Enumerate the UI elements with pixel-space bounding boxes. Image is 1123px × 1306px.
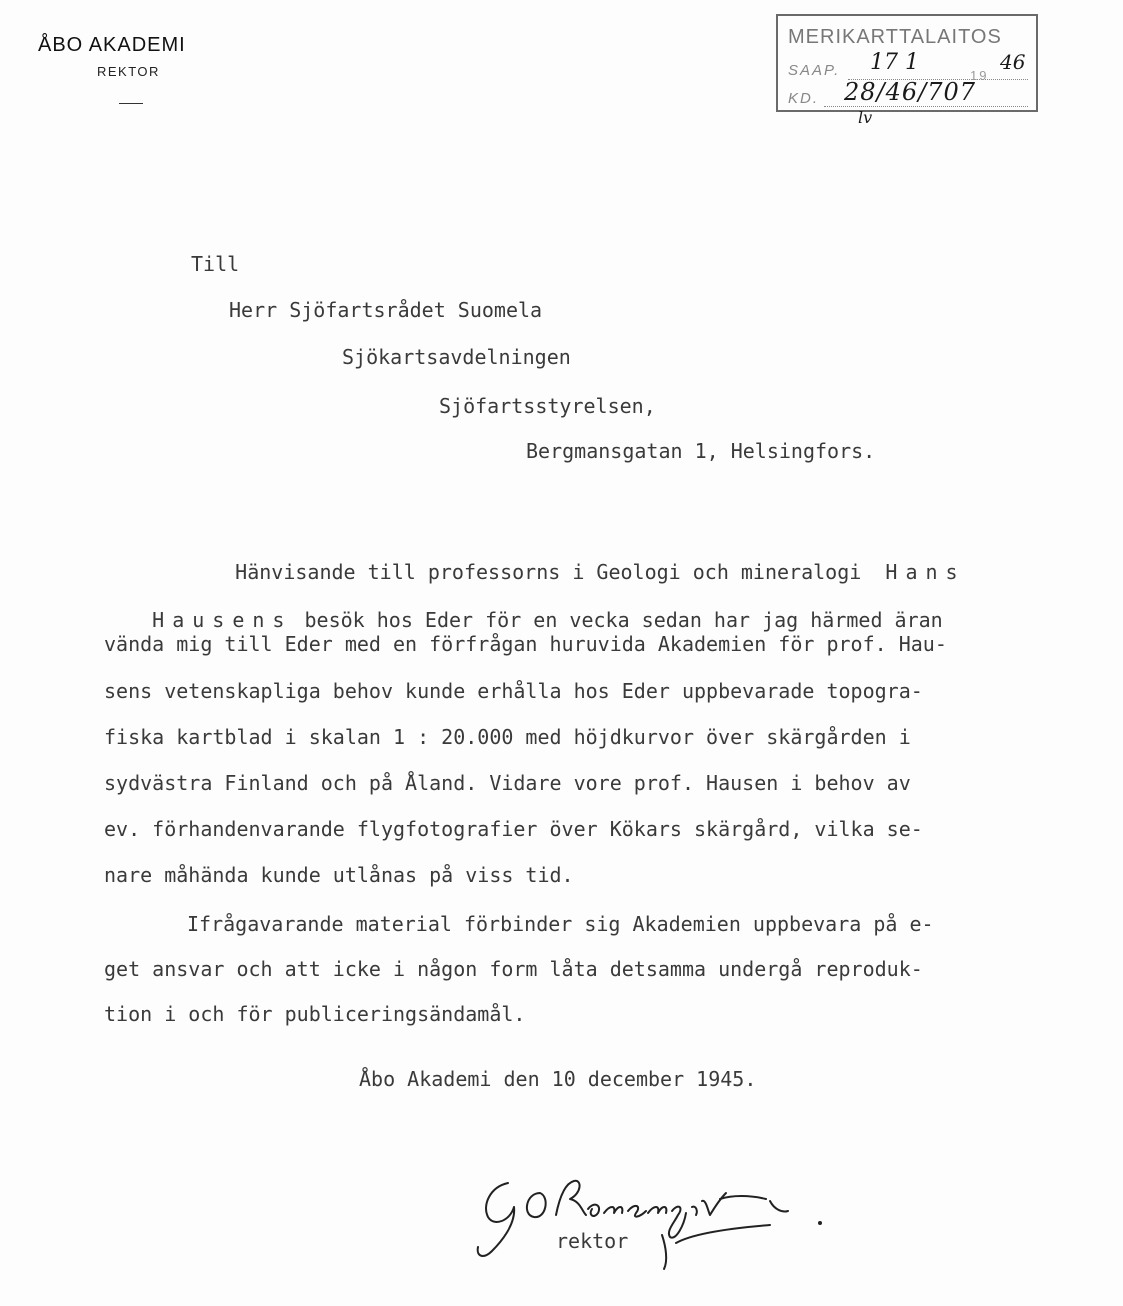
stamp-received-year: 46 <box>1000 50 1026 74</box>
body-text: Hänvisande till professorns i Geologi och mineralogi <box>235 560 862 584</box>
spaced-name: Hausens <box>152 608 293 632</box>
recipient-to: Till <box>191 252 240 276</box>
body-text: besök hos Eder för en vecka sedan har jag härmed äran <box>304 608 943 632</box>
spaced-name: Hans <box>885 560 966 584</box>
letterhead-divider <box>119 103 143 104</box>
body-line: vända mig till Eder med en förfrågan huruvida Akademien för prof. Hau- <box>104 632 947 656</box>
handwritten-signature <box>470 1165 830 1275</box>
stamp-received-label: SAAP. <box>788 62 841 79</box>
recipient-organization: Sjöfartsstyrelsen, <box>439 394 656 418</box>
signatory-title: rektor <box>556 1229 629 1253</box>
closing-place-date: Åbo Akademi den 10 december 1945. <box>359 1067 757 1091</box>
received-stamp <box>776 14 1038 112</box>
stamp-ref-label: KD. <box>788 90 820 107</box>
body-line: Ifrågavarande material förbinder sig Akademien uppbevara på e- <box>187 912 934 936</box>
body-line: get ansvar och att icke i någon form låta detsamma undergå reproduk- <box>104 957 923 981</box>
stamp-received-date: 17 1 <box>870 50 919 75</box>
stamp-initials: lv <box>858 108 873 127</box>
letterhead-institution: ÅBO AKADEMI <box>38 34 186 56</box>
body-line: sydvästra Finland och på Åland. Vidare vore prof. Hausen i behov av <box>104 771 911 795</box>
stamp-year-prefix: 19 <box>970 68 989 83</box>
recipient-department: Sjökartsavdelningen <box>342 345 571 369</box>
body-line: ev. förhandenvarande flygfotografier över Kökars skärgård, vilka se- <box>104 817 923 841</box>
body-line: nare måhända kunde utlånas på viss tid. <box>104 863 574 887</box>
body-line: fiska kartblad i skalan 1 : 20.000 med höjdkurvor över skärgården i <box>104 725 911 749</box>
body-line: sens vetenskapliga behov kunde erhålla hos Eder uppbevarade topogra- <box>104 679 923 703</box>
stamp-dotted-line <box>824 106 1028 107</box>
stamp-ref-number: 28/46/707 <box>844 78 977 106</box>
recipient-street: Bergmansgatan 1, Helsingfors. <box>526 439 876 463</box>
stamp-title: MERIKARTTALAITOS <box>788 26 1002 48</box>
body-line: tion i och för publiceringsändamål. <box>104 1002 526 1026</box>
recipient-name: Herr Sjöfartsrådet Suomela <box>229 298 543 322</box>
letterhead-role: REKTOR <box>97 64 160 79</box>
